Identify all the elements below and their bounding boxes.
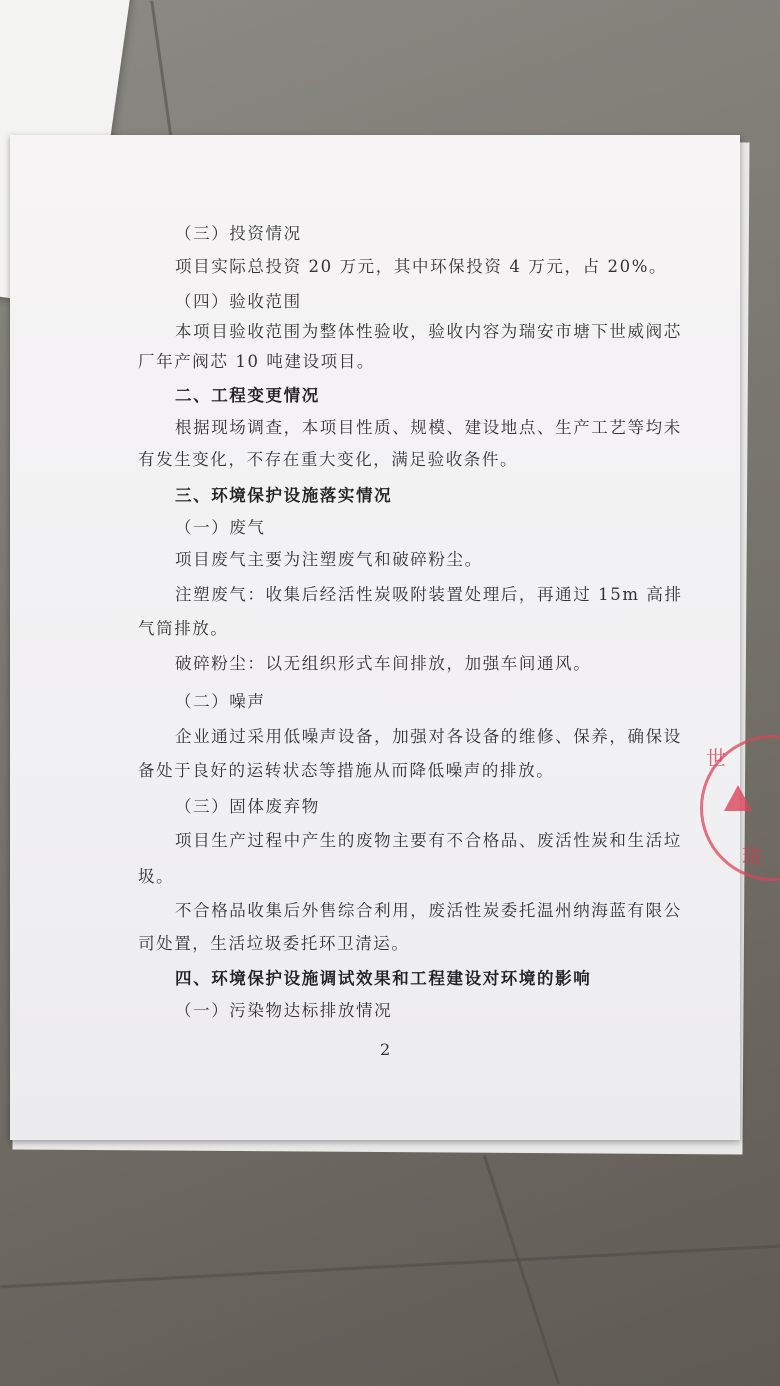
body-text: 企业通过采用低噪声设备，加强对各设备的维修、保养，确保设 xyxy=(175,727,682,746)
body-text: 司处置，生活垃圾委托环卫清运。 xyxy=(138,934,410,953)
page-number: 2 xyxy=(380,1040,391,1059)
section-heading: （二）噪声 xyxy=(175,692,266,711)
chapter-heading: 三、环境保护设施落实情况 xyxy=(175,486,393,505)
body-text: 厂年产阀芯 10 吨建设项目。 xyxy=(138,352,375,371)
chapter-heading: 二、工程变更情况 xyxy=(175,386,320,405)
body-text: 注塑废气：收集后经活性炭吸附装置处理后，再通过 15m 高排 xyxy=(175,585,683,604)
body-text: 不合格品收集后外售综合利用，废活性炭委托温州纳海蓝有限公 xyxy=(175,901,682,920)
body-text: 圾。 xyxy=(138,867,175,886)
section-heading: （一）废气 xyxy=(175,518,266,537)
body-text: 根据现场调查，本项目性质、规模、建设地点、生产工艺等均未 xyxy=(175,418,682,437)
floor-seam xyxy=(0,1245,779,1289)
body-text: 本项目验收范围为整体性验收，验收内容为瑞安市塘下世威阀芯 xyxy=(175,322,682,341)
body-text: 备处于良好的运转状态等措施从而降低噪声的排放。 xyxy=(138,761,555,780)
body-text: 项目生产过程中产生的废物主要有不合格品、废活性炭和生活垃 xyxy=(175,831,682,850)
body-text: 项目废气主要为注塑废气和破碎粉尘。 xyxy=(175,550,483,569)
seal-char: 瑞 xyxy=(742,844,762,868)
section-heading: （一）污染物达标排放情况 xyxy=(175,1001,393,1020)
section-heading: （三）投资情况 xyxy=(175,224,302,243)
body-text: 项目实际总投资 20 万元，其中环保投资 4 万元，占 20%。 xyxy=(175,257,668,276)
chapter-heading: 四、环境保护设施调试效果和工程建设对环境的影响 xyxy=(175,969,592,988)
seal-star-icon xyxy=(724,785,752,811)
body-text: 有发生变化，不存在重大变化，满足验收条件。 xyxy=(138,450,519,469)
floor-seam xyxy=(483,1155,560,1384)
floor-seam xyxy=(150,0,172,139)
body-text: 破碎粉尘：以无组织形式车间排放，加强车间通风。 xyxy=(175,654,592,673)
section-heading: （三）固体废弃物 xyxy=(175,797,320,816)
section-heading: （四）验收范围 xyxy=(175,292,302,311)
document-page xyxy=(10,135,740,1140)
body-text: 气筒排放。 xyxy=(138,619,229,638)
seal-char: 世 xyxy=(706,746,726,770)
